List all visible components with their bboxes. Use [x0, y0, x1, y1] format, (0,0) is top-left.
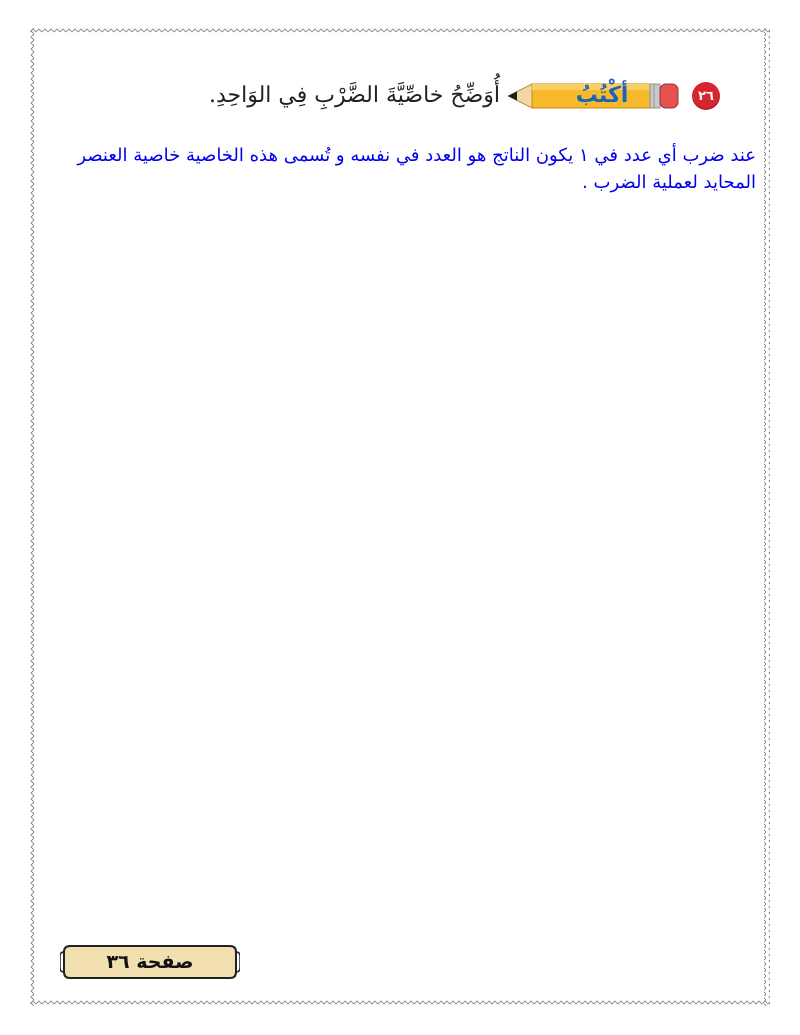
answer-text: عند ضرب أي عدد في ١ يكون الناتج هو العدد في نفسه و تُسمى هذه الخاصية خاصية العنصر المحايد لعملية الضرب . [77, 145, 756, 193]
pencil-write-label [508, 79, 682, 113]
page-number-badge [60, 942, 240, 982]
question-number-badge: ٢٦ [692, 82, 720, 110]
question-row [120, 74, 720, 118]
pencil-label: أكْتُبُ [575, 83, 629, 108]
page-number-label: صفحة ٣٦ [106, 951, 194, 973]
question-text: أُوَضِّحُ خاصِّيَّةَ الضَّرْبِ فِي الوَاحِدِ. [208, 83, 500, 108]
